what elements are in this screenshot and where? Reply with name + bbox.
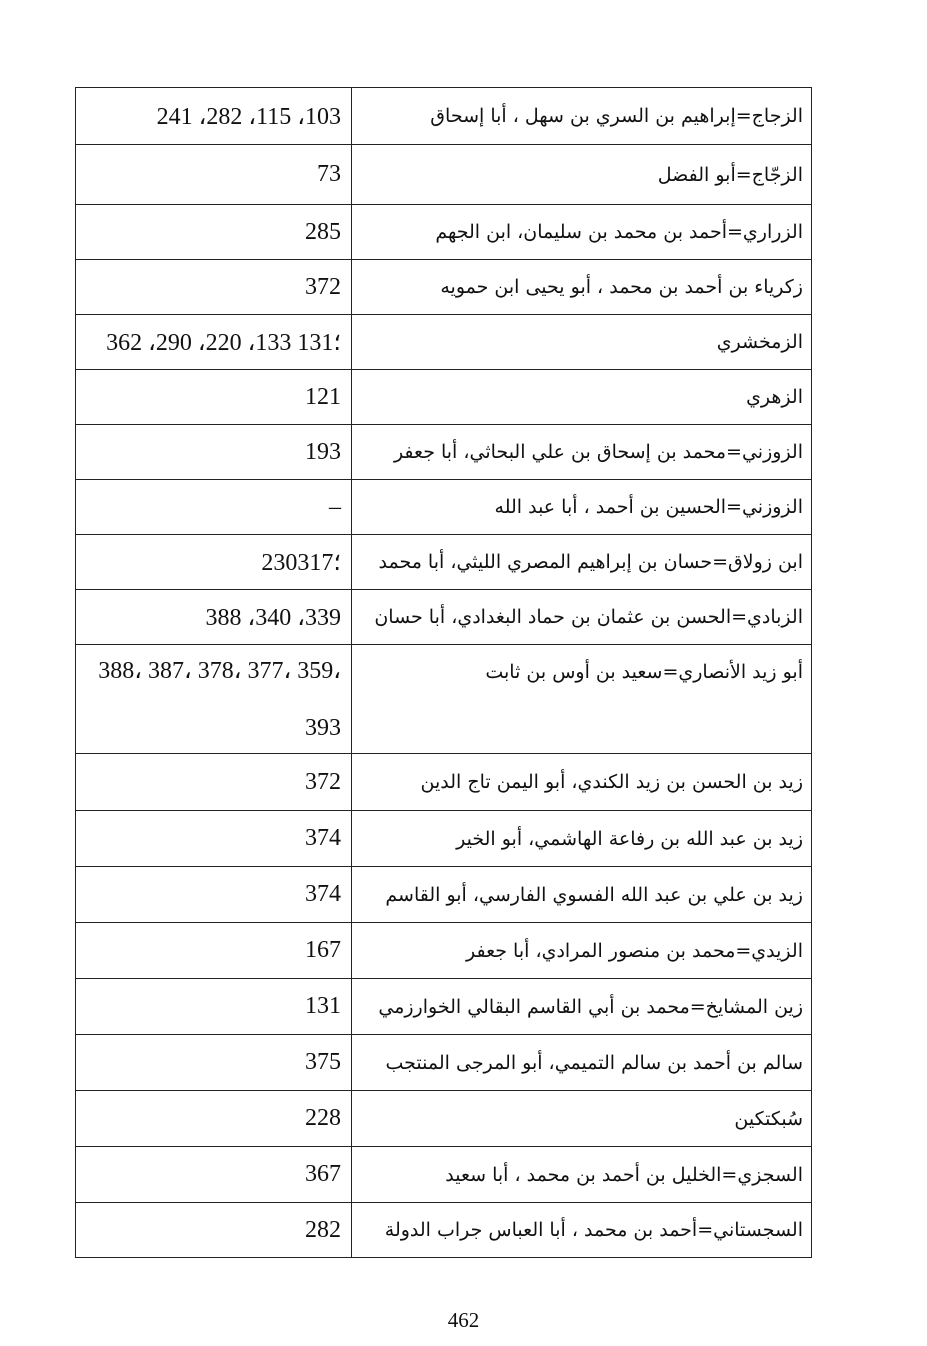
pages-cell: 282 — [76, 1203, 352, 1258]
table-row — [76, 1147, 812, 1203]
name-cell: زين المشايخ=محمد بن أبي القاسم البقالي الخوارزمي — [352, 979, 812, 1035]
pages-cell: 73 — [76, 145, 352, 205]
table-row — [76, 425, 812, 480]
name-cell: الزبادي=الحسن بن عثمان بن حماد البغدادي، أبا حسان — [352, 590, 812, 645]
name-cell: سُبكتكين — [352, 1091, 812, 1147]
table-row — [76, 1203, 812, 1258]
pages-cell: 372 — [76, 754, 352, 811]
pages-line: 388، 387، 378، 377، 359، — [98, 658, 341, 684]
table-row — [76, 260, 812, 315]
table-row — [76, 88, 812, 145]
name-cell: الزراري=أحمد بن محمد بن سليمان، ابن الجهم — [352, 205, 812, 260]
name-cell: زيد بن علي بن عبد الله الفسوي الفارسي، أبو القاسم — [352, 867, 812, 923]
name-cell: الزوزني=محمد بن إسحاق بن علي البحاثي، أبا جعفر — [352, 425, 812, 480]
name-cell: ابن زولاق=حسان بن إبراهيم المصري الليثي، أبا محمد — [352, 535, 812, 590]
table-row — [76, 867, 812, 923]
table-row — [76, 370, 812, 425]
name-cell: سالم بن أحمد بن سالم التميمي، أبو المرجى المنتجب — [352, 1035, 812, 1091]
table-row — [76, 754, 812, 811]
name-cell: أبو زيد الأنصاري=سعيد بن أوس بن ثابت — [352, 645, 812, 754]
page-number: 462 — [447, 1308, 480, 1332]
name-cell: السجزي=الخليل بن أحمد بن محمد ، أبا سعيد — [352, 1147, 812, 1203]
name-cell: الزيدي=محمد بن منصور المرادي، أبا جعفر — [352, 923, 812, 979]
pages-line-continued: 393 — [305, 715, 341, 741]
pages-cell: 285 — [76, 205, 352, 260]
pages-cell: 374 — [76, 811, 352, 867]
table-row — [76, 645, 812, 754]
table-row — [76, 480, 812, 535]
pages-cell: 362 ،290 ،220 ،133 ؛131 — [76, 315, 352, 370]
table-row — [76, 205, 812, 260]
pages-cell: 372 — [76, 260, 352, 315]
name-cell: الزمخشري — [352, 315, 812, 370]
name-cell: السجستاني=أحمد بن محمد ، أبا العباس جراب الدولة — [352, 1203, 812, 1258]
pages-cell — [76, 645, 352, 754]
pages-cell: 193 — [76, 425, 352, 480]
name-cell: زيد بن عبد الله بن رفاعة الهاشمي، أبو الخير — [352, 811, 812, 867]
name-cell: الزوزني=الحسين بن أحمد ، أبا عبد الله — [352, 480, 812, 535]
pages-cell: 374 — [76, 867, 352, 923]
pages-cell: 388 ،340 ،339 — [76, 590, 352, 645]
table-row — [76, 315, 812, 370]
index-table — [75, 87, 812, 1258]
table-row — [76, 979, 812, 1035]
table-row — [76, 1035, 812, 1091]
table-row — [76, 923, 812, 979]
name-cell: زيد بن الحسن بن زيد الكندي، أبو اليمن تاج الدين — [352, 754, 812, 811]
pages-cell: 230؛317 — [76, 535, 352, 590]
table-row — [76, 535, 812, 590]
table-row — [76, 590, 812, 645]
name-cell: الزهري — [352, 370, 812, 425]
pages-cell: 241 ،282 ،115 ،103 — [76, 88, 352, 145]
pages-cell: 367 — [76, 1147, 352, 1203]
table-row — [76, 145, 812, 205]
pages-cell: 167 — [76, 923, 352, 979]
name-cell: الزجّاج=أبو الفضل — [352, 145, 812, 205]
name-cell: زكرياء بن أحمد بن محمد ، أبو يحيى ابن حمويه — [352, 260, 812, 315]
table-row — [76, 811, 812, 867]
table-row — [76, 1091, 812, 1147]
pages-cell: – — [76, 480, 352, 535]
pages-cell: 131 — [76, 979, 352, 1035]
pages-cell: 375 — [76, 1035, 352, 1091]
pages-cell: 228 — [76, 1091, 352, 1147]
pages-cell: 121 — [76, 370, 352, 425]
name-cell: الزجاج=إبراهيم بن السري بن سهل ، أبا إسحاق — [352, 88, 812, 145]
